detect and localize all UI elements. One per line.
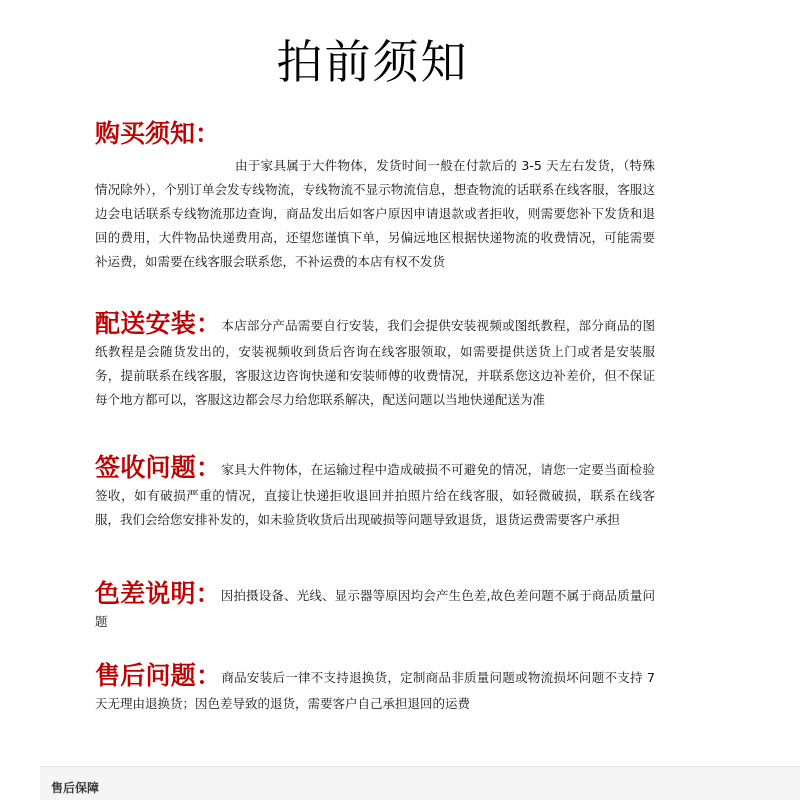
section-color-difference bbox=[95, 578, 655, 634]
section-text-receipt: 家具大件物体，在运输过程中造成破损不可避免的情况，请您一定要当面检验签收，如有破损严重的情况，直接让快递拒收退回并拍照片给在线客服，如轻微破损，联系在线客服，我们会给您安排补发的，如未验货收货后出现破损等问题导致退货，退货运费需要客户承担 bbox=[95, 462, 655, 527]
section-receipt-issues bbox=[95, 452, 655, 532]
section-text-purchase: 由于家具属于大件物体，发货时间一般在付款后的 3-5 天左右发货，（特殊情况除外），个别订单会发专线物流，专线物流不显示物流信息，想查物流的话联系在线客服，客服这边会电话联系专线物流那边查询，商品发出后如客户原因申请退款或者拒收，则需要您补下发货和退回的费用，大件物品快递费用高，还望您谨慎下单，另偏远地区根据快递物流的收费情况，可能需要补运费，如需要在线客服会联系您，不补运费的本店有权不发货 bbox=[95, 158, 655, 269]
footer-bar bbox=[40, 766, 800, 800]
section-heading-receipt: 签收问题： bbox=[95, 453, 222, 482]
section-text-aftersale: 商品安装后一律不支持退换货，定制商品非质量问题或物流损坏问题不支持 7 天无理由退换货；因色差导致的退货，需要客户自己承担退回的运费 bbox=[95, 670, 655, 711]
section-delivery-install bbox=[95, 308, 655, 412]
footer-label-after-sale[interactable]: 售后保障 bbox=[51, 781, 100, 795]
page-title: 拍前须知 bbox=[276, 35, 469, 89]
section-text-color: 因拍摄设备、光线、显示器等原因均会产生色差,故色差问题不属于商品质量问题 bbox=[95, 588, 655, 629]
section-heading-color: 色差说明： bbox=[95, 579, 221, 608]
section-after-sale bbox=[95, 660, 655, 716]
section-purchase-notice bbox=[95, 118, 655, 274]
section-heading-delivery: 配送安装： bbox=[95, 309, 222, 338]
section-heading-aftersale: 售后问题： bbox=[95, 661, 222, 690]
section-text-delivery: 本店部分产品需要自行安装，我们会提供安装视频或图纸教程，部分商品的图纸教程是会随货发出的，安装视频收到货后咨询在线客服领取，如需要提供送货上门或者是安装服务，提前联系在线客服，客服这边咨询快递和安装师傅的收费情况，并联系您这边补差价，但不保证每个地方都可以，客服这边都会尽力给您联系解决，配送问题以当地快递配送为准 bbox=[95, 318, 655, 407]
section-heading-purchase: 购买须知： bbox=[95, 119, 221, 148]
